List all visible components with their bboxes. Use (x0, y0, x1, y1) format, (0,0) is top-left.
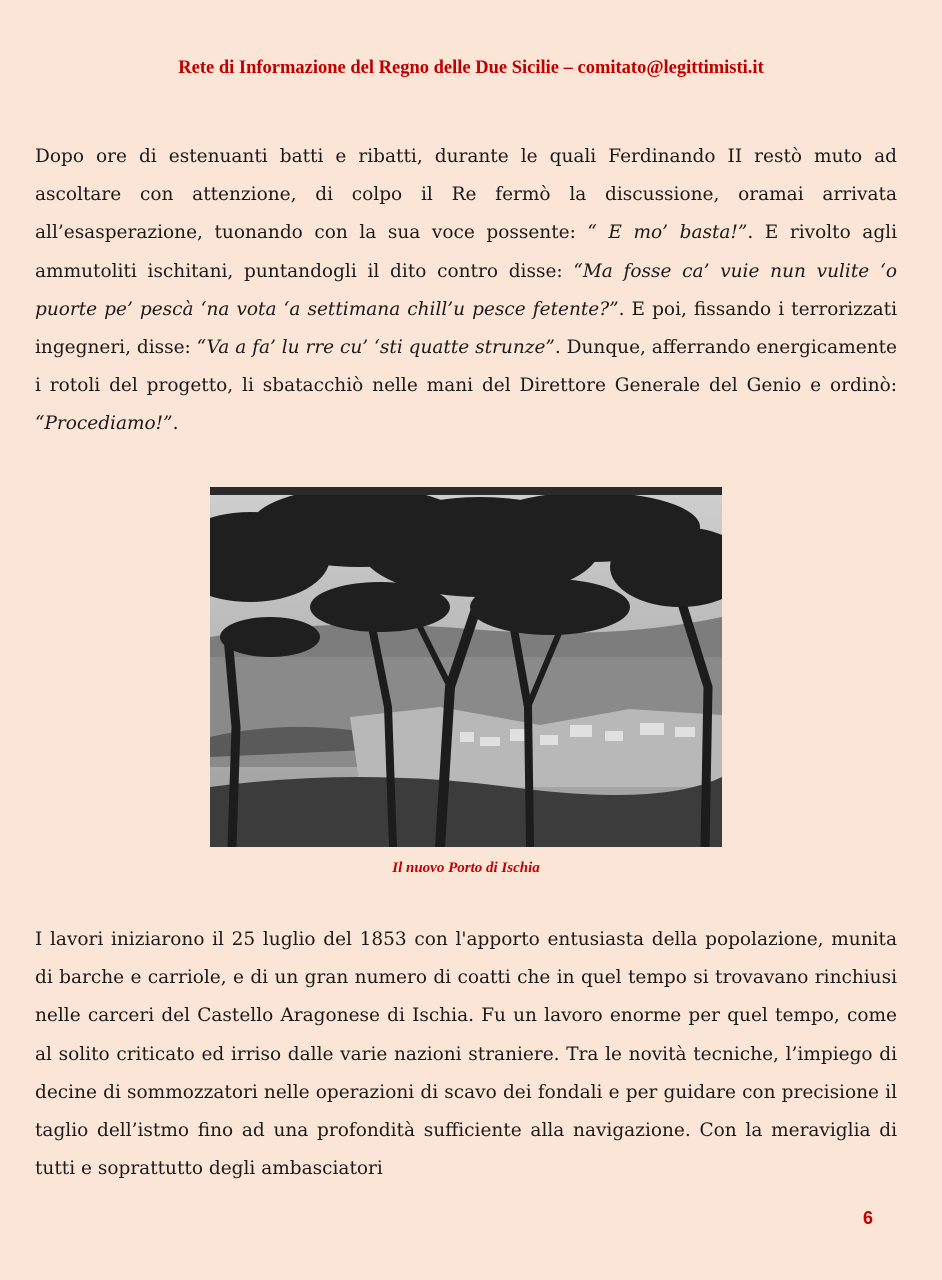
page-header: Rete di Informazione del Regno delle Due Sicilie – comitato@legittimisti.it (178, 58, 764, 78)
quote-procediamo: “Procediamo!” (35, 413, 173, 435)
paragraph-1-text-c: . E poi, fissando i terrorizzati ingegneri, disse: (35, 298, 897, 359)
harbor-photo-image (210, 487, 722, 847)
paragraph-1 (35, 138, 897, 444)
harbor-photo (210, 487, 722, 847)
paragraph-1-text-e: . (172, 413, 179, 435)
page-number: 6 (862, 1208, 873, 1228)
photo-caption: Il nuovo Porto di Ischia (392, 860, 540, 876)
quote-pesce: “Ma fosse ca’ vuie nun vulite ‘o puorte pe’ pescà ‘na vota ‘a settimana chill’u pesce fetente?” (35, 260, 897, 320)
paragraph-2: I lavori iniziarono il 25 luglio del 1853 con l'apporto entusiasta della popolazione, munita di barche e carriole, e di un gran numero di coatti che in quel tempo si trovavano rinchiusi nelle carceri del Castello Aragonese di Ischia. Fu un lavoro enorme per quel tempo, come al solito criticato ed irriso dalle varie nazioni straniere. Tra le novità tecniche, l’impiego di decine di sommozzatori nelle operazioni di scavo dei fondali e per guidare con precisione il taglio dell’istmo fino ad una profondità sufficiente alla navigazione. Con la meraviglia di tutti e soprattutto degli ambasciatori (35, 929, 897, 1180)
paragraph-1-text-d: . Dunque, afferrando energicamente i rotoli del progetto, li sbatacchiò nelle mani del Direttore Generale del Genio e ordinò: (35, 337, 897, 397)
paragraph-1-text-a: Dopo ore di estenuanti batti e ribatti, durante le quali Ferdinando II restò muto ad ascoltare con attenzione, di colpo il Re fermò la discussione, oramai arrivata all’esasperazione, tuonando con la sua voce possente: (35, 146, 897, 244)
quote-basta: “ E mo’ basta!” (587, 222, 748, 244)
paragraph-1-text-b: . E rivolto agli ammutoliti ischitani, puntandogli il dito contro disse: (35, 222, 898, 282)
quote-rre: “Va a fa’ lu rre cu’ ‘sti quatte strunze” (196, 337, 555, 359)
